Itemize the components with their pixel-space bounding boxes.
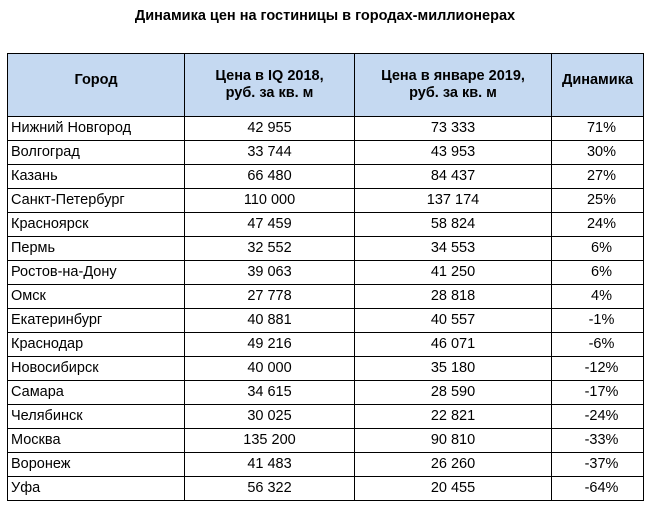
cell-price-2019: 73 333 xyxy=(355,117,552,141)
table-row xyxy=(8,333,644,357)
hotel-prices-table xyxy=(7,53,644,501)
cell-price-2018: 27 778 xyxy=(185,285,355,309)
cell-city: Красноярск xyxy=(8,213,185,237)
cell-dynamics: -6% xyxy=(552,333,644,357)
cell-price-2018: 41 483 xyxy=(185,453,355,477)
cell-dynamics: 6% xyxy=(552,237,644,261)
cell-city: Нижний Новгород xyxy=(8,117,185,141)
cell-price-2019: 34 553 xyxy=(355,237,552,261)
cell-price-2018: 34 615 xyxy=(185,381,355,405)
table-row xyxy=(8,285,644,309)
cell-city: Челябинск xyxy=(8,405,185,429)
column-header-price-2019 xyxy=(355,54,552,117)
cell-price-2018: 33 744 xyxy=(185,141,355,165)
page-title: Динамика цен на гостиницы в городах-миллионерах xyxy=(134,8,516,24)
cell-price-2018: 39 063 xyxy=(185,261,355,285)
table-row xyxy=(8,237,644,261)
cell-city: Самара xyxy=(8,381,185,405)
table-row xyxy=(8,405,644,429)
table-row xyxy=(8,141,644,165)
cell-price-2018: 47 459 xyxy=(185,213,355,237)
cell-dynamics: -1% xyxy=(552,309,644,333)
cell-price-2019: 28 590 xyxy=(355,381,552,405)
cell-dynamics: -64% xyxy=(552,477,644,501)
cell-dynamics: 25% xyxy=(552,189,644,213)
price-2018-header-line1: Цена в IQ 2018, xyxy=(215,68,324,84)
cell-city: Волгоград xyxy=(8,141,185,165)
cell-city: Воронеж xyxy=(8,453,185,477)
cell-price-2018: 32 552 xyxy=(185,237,355,261)
cell-price-2018: 30 025 xyxy=(185,405,355,429)
cell-dynamics: 27% xyxy=(552,165,644,189)
cell-price-2018: 66 480 xyxy=(185,165,355,189)
cell-dynamics: 6% xyxy=(552,261,644,285)
cell-city: Екатеринбург xyxy=(8,309,185,333)
cell-city: Краснодар xyxy=(8,333,185,357)
cell-dynamics: 4% xyxy=(552,285,644,309)
cell-city: Казань xyxy=(8,165,185,189)
table-header xyxy=(8,54,644,117)
column-header-price-2018 xyxy=(185,54,355,117)
table-row xyxy=(8,429,644,453)
cell-city: Москва xyxy=(8,429,185,453)
cell-price-2019: 137 174 xyxy=(355,189,552,213)
cell-price-2018: 110 000 xyxy=(185,189,355,213)
cell-price-2019: 58 824 xyxy=(355,213,552,237)
column-header-city: Город xyxy=(8,54,185,117)
table-row xyxy=(8,453,644,477)
table-row xyxy=(8,357,644,381)
cell-dynamics: 30% xyxy=(552,141,644,165)
cell-dynamics: -24% xyxy=(552,405,644,429)
cell-price-2018: 40 000 xyxy=(185,357,355,381)
cell-city: Омск xyxy=(8,285,185,309)
cell-price-2019: 28 818 xyxy=(355,285,552,309)
table-body xyxy=(8,117,644,501)
cell-price-2019: 84 437 xyxy=(355,165,552,189)
table-row xyxy=(8,477,644,501)
price-2019-header-line2: руб. за кв. м xyxy=(409,85,497,101)
cell-city: Пермь xyxy=(8,237,185,261)
cell-city: Ростов-на-Дону xyxy=(8,261,185,285)
cell-city: Уфа xyxy=(8,477,185,501)
cell-dynamics: -12% xyxy=(552,357,644,381)
price-2019-header-line1: Цена в январе 2019, xyxy=(381,68,525,84)
table-row xyxy=(8,117,644,141)
cell-price-2018: 40 881 xyxy=(185,309,355,333)
cell-price-2019: 41 250 xyxy=(355,261,552,285)
cell-price-2018: 56 322 xyxy=(185,477,355,501)
table-row xyxy=(8,381,644,405)
table-row xyxy=(8,309,644,333)
cell-price-2019: 40 557 xyxy=(355,309,552,333)
price-2018-header-line2: руб. за кв. м xyxy=(225,85,314,101)
table-row xyxy=(8,261,644,285)
cell-price-2019: 22 821 xyxy=(355,405,552,429)
cell-dynamics: 71% xyxy=(552,117,644,141)
cell-price-2019: 26 260 xyxy=(355,453,552,477)
cell-price-2019: 43 953 xyxy=(355,141,552,165)
column-header-dynamics: Динамика xyxy=(552,54,644,117)
cell-price-2019: 90 810 xyxy=(355,429,552,453)
cell-price-2019: 20 455 xyxy=(355,477,552,501)
table-row xyxy=(8,213,644,237)
cell-city: Санкт-Петербург xyxy=(8,189,185,213)
cell-price-2018: 42 955 xyxy=(185,117,355,141)
cell-dynamics: 24% xyxy=(552,213,644,237)
table-row xyxy=(8,189,644,213)
cell-price-2018: 135 200 xyxy=(185,429,355,453)
header-row xyxy=(8,54,644,117)
cell-dynamics: -33% xyxy=(552,429,644,453)
cell-price-2018: 49 216 xyxy=(185,333,355,357)
cell-dynamics: -37% xyxy=(552,453,644,477)
cell-dynamics: -17% xyxy=(552,381,644,405)
cell-price-2019: 46 071 xyxy=(355,333,552,357)
cell-city: Новосибирск xyxy=(8,357,185,381)
table-row xyxy=(8,165,644,189)
cell-price-2019: 35 180 xyxy=(355,357,552,381)
